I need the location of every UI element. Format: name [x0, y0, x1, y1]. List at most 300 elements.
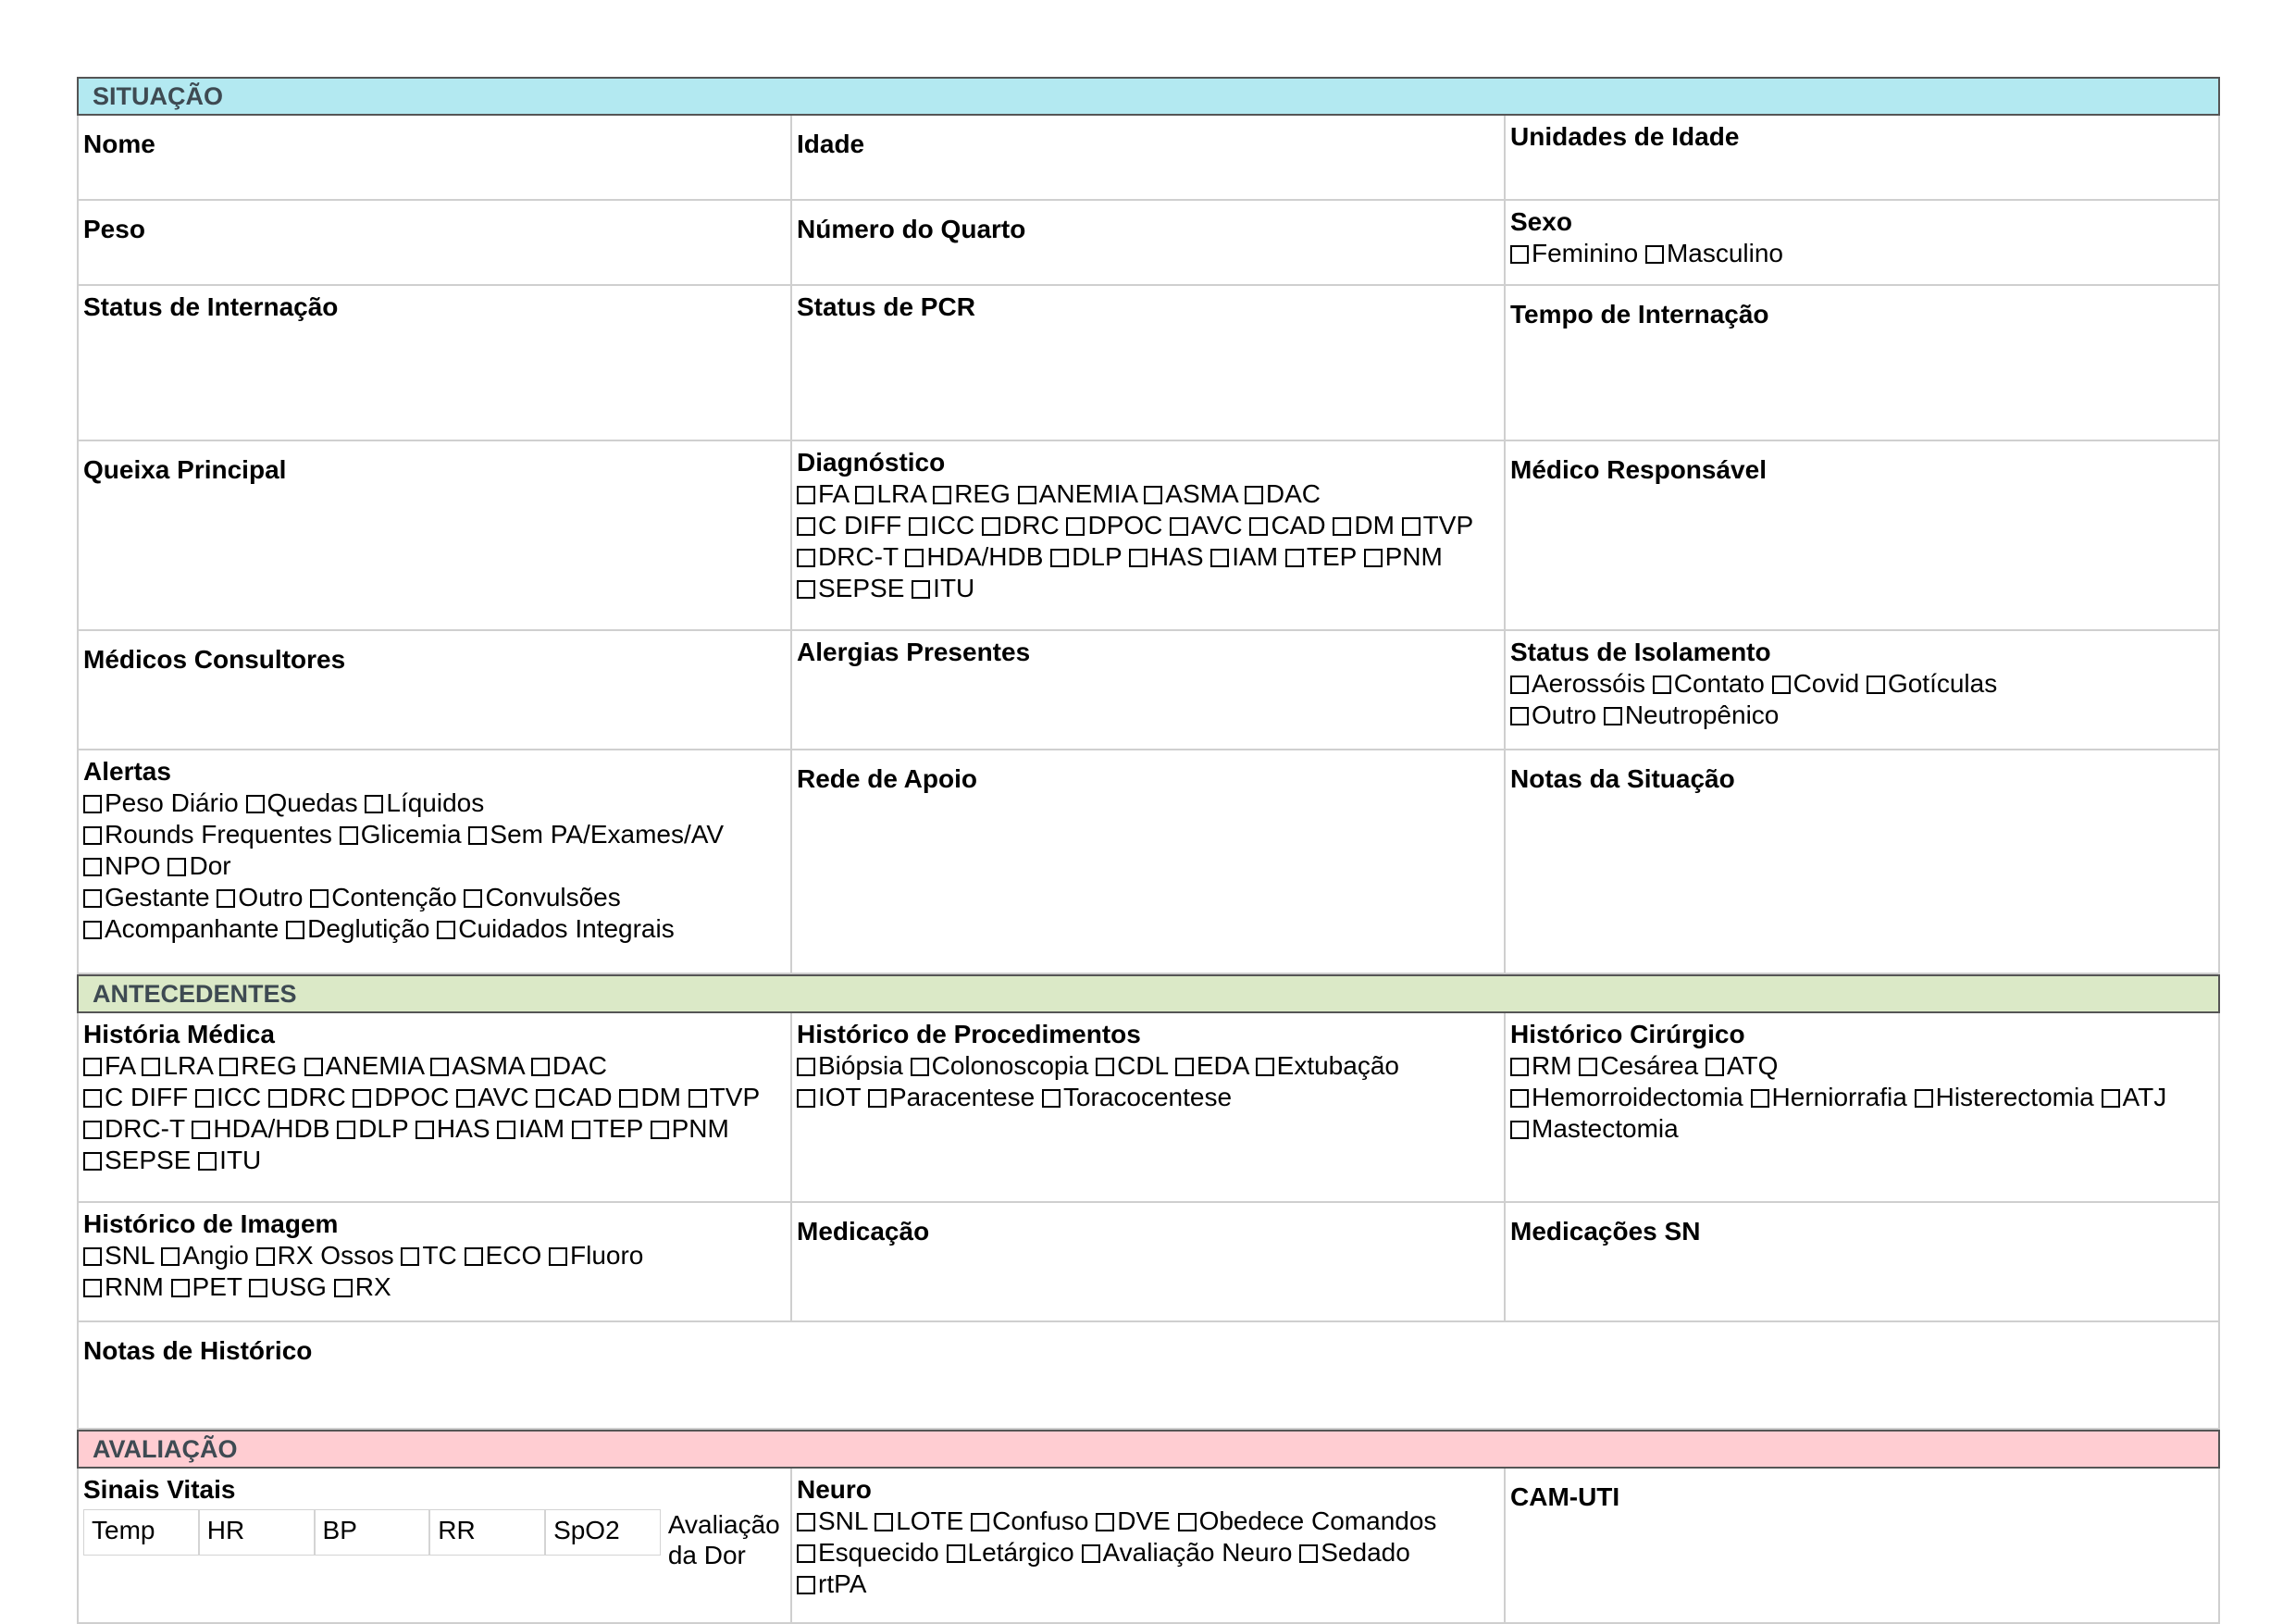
checkbox-group — [83, 1240, 785, 1303]
checkbox-label: Obedece Comandos — [1198, 1506, 1437, 1535]
checkbox-label: rtPA — [818, 1569, 867, 1598]
checkbox-icon[interactable] — [1082, 1544, 1100, 1563]
field-tempo-internacao[interactable] — [1506, 286, 2220, 441]
checkbox-icon[interactable] — [83, 889, 102, 908]
checkbox-icon[interactable] — [1510, 707, 1529, 725]
checkbox-icon[interactable] — [531, 1058, 550, 1076]
checkbox-icon[interactable] — [219, 1058, 238, 1076]
checkbox-icon[interactable] — [651, 1121, 669, 1139]
checkbox-option[interactable] — [192, 1114, 329, 1143]
checkbox-icon[interactable] — [1915, 1089, 1933, 1108]
checkbox-option[interactable] — [249, 1272, 327, 1301]
checkbox-option[interactable] — [1645, 239, 1783, 267]
checkbox-option[interactable] — [304, 1051, 424, 1080]
checkbox-option[interactable] — [217, 883, 303, 911]
checkbox-option[interactable] — [310, 883, 456, 911]
checkbox-option[interactable] — [1096, 1051, 1168, 1080]
checkbox-option[interactable] — [198, 1146, 261, 1174]
checkbox-icon[interactable] — [1772, 676, 1791, 694]
checkbox-icon[interactable] — [171, 1279, 190, 1297]
field-cam-uti[interactable] — [1506, 1469, 2220, 1624]
checkbox-icon[interactable] — [797, 549, 815, 567]
checkbox-label: SNL — [105, 1241, 155, 1270]
checkbox-icon[interactable] — [1178, 1513, 1197, 1531]
checkbox-option[interactable] — [1915, 1083, 2094, 1111]
checkbox-icon[interactable] — [1066, 517, 1085, 536]
checkbox-label: TC — [422, 1241, 457, 1270]
checkbox-option[interactable] — [161, 1241, 249, 1270]
checkbox-icon[interactable] — [797, 1089, 815, 1108]
checkbox-option[interactable] — [1402, 511, 1473, 539]
checkbox-option[interactable] — [1042, 1083, 1232, 1111]
checkbox-label: SEPSE — [818, 574, 905, 602]
checkbox-option[interactable] — [268, 1083, 346, 1111]
vital-bp[interactable]: BP — [315, 1509, 430, 1556]
checkbox-option[interactable] — [536, 1083, 612, 1111]
checkbox-label: CDL — [1117, 1051, 1169, 1080]
checkbox-option[interactable] — [855, 479, 925, 508]
checkbox-option[interactable] — [195, 1083, 261, 1111]
checkbox-option[interactable] — [83, 1051, 135, 1080]
checkbox-option[interactable] — [531, 1051, 607, 1080]
checkbox-label: Cuidados Integrais — [458, 914, 675, 943]
field-medicacoes-sn[interactable] — [1506, 1203, 2220, 1322]
checkbox-icon[interactable] — [549, 1247, 567, 1266]
checkbox-icon[interactable] — [83, 858, 102, 876]
checkbox-label: Feminino — [1532, 239, 1639, 267]
checkbox-icon[interactable] — [1645, 245, 1664, 264]
checkbox-icon[interactable] — [868, 1089, 887, 1108]
checkbox-icon[interactable] — [286, 921, 304, 939]
checkbox-option[interactable] — [337, 1114, 408, 1143]
checkbox-icon[interactable] — [83, 1279, 102, 1297]
field-rede-apoio[interactable] — [792, 750, 1506, 974]
checkbox-icon[interactable] — [497, 1121, 515, 1139]
checkbox-group — [797, 478, 1498, 604]
checkbox-icon[interactable] — [334, 1279, 353, 1297]
checkbox-option[interactable] — [572, 1114, 643, 1143]
checkbox-label: PNM — [1384, 542, 1443, 571]
checkbox-option[interactable] — [83, 883, 210, 911]
field-status-isolamento — [1506, 631, 2220, 750]
checkbox-option[interactable] — [909, 511, 974, 539]
field-status-pcr[interactable] — [792, 286, 1506, 441]
field-notas-historico[interactable] — [79, 1322, 2220, 1430]
checkbox-label: Sedado — [1321, 1538, 1410, 1567]
field-medico-responsavel[interactable] — [1506, 441, 2220, 631]
checkbox-option[interactable] — [1245, 479, 1321, 508]
checkbox-group — [797, 1506, 1498, 1600]
checkbox-option[interactable] — [456, 1083, 529, 1111]
checkbox-option[interactable] — [2102, 1083, 2167, 1111]
checkbox-option[interactable] — [83, 1272, 164, 1301]
vital-rr[interactable]: RR — [429, 1509, 545, 1556]
checkbox-icon[interactable] — [268, 1089, 287, 1108]
checkbox-icon[interactable] — [192, 1121, 210, 1139]
checkbox-option[interactable] — [868, 1083, 1035, 1111]
checkbox-icon[interactable] — [1096, 1513, 1114, 1531]
checkbox-option[interactable] — [1604, 700, 1780, 729]
vital-spo2[interactable]: SpO2 — [545, 1509, 661, 1556]
checkbox-icon[interactable] — [1129, 549, 1148, 567]
checkbox-option[interactable] — [1144, 479, 1237, 508]
checkbox-icon[interactable] — [1096, 1058, 1114, 1076]
checkbox-icon[interactable] — [797, 517, 815, 536]
checkbox-icon[interactable] — [310, 889, 329, 908]
antecedentes-row — [77, 1203, 2220, 1322]
field-medicos-consultores[interactable] — [79, 631, 792, 750]
checkbox-label: Outro — [238, 883, 304, 911]
field-queixa-principal[interactable] — [79, 441, 792, 631]
checkbox-icon[interactable] — [353, 1089, 371, 1108]
checkbox-icon[interactable] — [249, 1279, 267, 1297]
checkbox-option[interactable] — [1333, 511, 1395, 539]
field-label: CAM-UTI — [1510, 1482, 1620, 1511]
checkbox-option[interactable] — [797, 1051, 903, 1080]
checkbox-label: LRA — [163, 1051, 213, 1080]
checkbox-icon[interactable] — [1510, 245, 1529, 264]
field-medicacao[interactable] — [792, 1203, 1506, 1322]
checkbox-icon[interactable] — [905, 549, 924, 567]
checkbox-label: IOT — [818, 1083, 862, 1111]
checkbox-label: Quedas — [267, 788, 358, 817]
checkbox-icon[interactable] — [797, 580, 815, 599]
checkbox-label: Acompanhante — [105, 914, 279, 943]
checkbox-icon[interactable] — [465, 1247, 483, 1266]
situacao-row — [77, 116, 2220, 201]
checkbox-label: NPO — [105, 851, 161, 880]
checkbox-option[interactable] — [83, 1114, 185, 1143]
checkbox-icon[interactable] — [1256, 1058, 1274, 1076]
checkbox-label: FA — [818, 479, 849, 508]
checkbox-option[interactable] — [619, 1083, 681, 1111]
checkbox-option[interactable] — [1256, 1051, 1399, 1080]
checkbox-option[interactable] — [416, 1114, 490, 1143]
checkbox-icon[interactable] — [304, 1058, 323, 1076]
checkbox-option[interactable] — [911, 1051, 1089, 1080]
checkbox-icon[interactable] — [1510, 676, 1529, 694]
checkbox-label: HDA/HDB — [926, 542, 1044, 571]
checkbox-icon[interactable] — [1299, 1544, 1318, 1563]
field-label: Peso — [83, 215, 145, 243]
checkbox-label: SEPSE — [105, 1146, 192, 1174]
checkbox-option[interactable] — [1050, 542, 1122, 571]
checkbox-option[interactable] — [83, 851, 161, 880]
checkbox-option[interactable] — [465, 1241, 542, 1270]
checkbox-icon[interactable] — [142, 1058, 160, 1076]
checkbox-icon[interactable] — [1018, 486, 1036, 504]
checkbox-icon[interactable] — [1245, 486, 1263, 504]
checkbox-icon[interactable] — [797, 486, 815, 504]
checkbox-icon[interactable] — [933, 486, 951, 504]
checkbox-option[interactable] — [797, 1569, 866, 1598]
checkbox-icon[interactable] — [365, 795, 383, 813]
checkbox-icon[interactable] — [1510, 1121, 1529, 1139]
checkbox-option[interactable] — [1579, 1051, 1698, 1080]
checkbox-icon[interactable] — [1042, 1089, 1061, 1108]
checkbox-option[interactable] — [83, 914, 279, 943]
checkbox-icon[interactable] — [797, 1058, 815, 1076]
checkbox-label: Avaliação Neuro — [1102, 1538, 1293, 1567]
checkbox-icon[interactable] — [1751, 1089, 1769, 1108]
checkbox-icon[interactable] — [83, 1121, 102, 1139]
checkbox-icon[interactable] — [797, 1544, 815, 1563]
checkbox-icon[interactable] — [430, 1058, 449, 1076]
checkbox-option[interactable] — [83, 788, 239, 817]
checkbox-option[interactable] — [971, 1506, 1088, 1535]
checkbox-icon[interactable] — [1144, 486, 1162, 504]
checkbox-icon[interactable] — [1402, 517, 1420, 536]
checkbox-option[interactable] — [1510, 1114, 1679, 1143]
checkbox-icon[interactable] — [797, 1513, 815, 1531]
checkbox-option[interactable] — [83, 1241, 154, 1270]
field-label: Notas de Histórico — [83, 1336, 313, 1365]
checkbox-option[interactable] — [1510, 1051, 1572, 1080]
checkbox-icon[interactable] — [911, 1058, 929, 1076]
checkbox-icon[interactable] — [1510, 1089, 1529, 1108]
checkbox-icon[interactable] — [2102, 1089, 2120, 1108]
checkbox-icon[interactable] — [464, 889, 482, 908]
checkbox-option[interactable] — [933, 479, 1011, 508]
checkbox-icon[interactable] — [1170, 517, 1188, 536]
checkbox-option[interactable] — [83, 1146, 191, 1174]
checkbox-icon[interactable] — [340, 826, 358, 845]
checkbox-icon[interactable] — [198, 1152, 217, 1171]
situacao-row — [77, 286, 2220, 441]
checkbox-option[interactable] — [797, 1083, 861, 1111]
checkbox-option[interactable] — [1249, 511, 1325, 539]
checkbox-option[interactable] — [437, 914, 674, 943]
checkbox-option[interactable] — [797, 1506, 867, 1535]
checkbox-option[interactable] — [1170, 511, 1243, 539]
checkbox-label: C DIFF — [105, 1083, 189, 1111]
checkbox-option[interactable] — [1066, 511, 1162, 539]
checkbox-option[interactable] — [1510, 239, 1638, 267]
checkbox-option[interactable] — [1706, 1051, 1778, 1080]
checkbox-label: ICC — [930, 511, 975, 539]
checkbox-label: DVE — [1117, 1506, 1171, 1535]
checkbox-icon[interactable] — [982, 517, 1000, 536]
checkbox-icon[interactable] — [83, 826, 102, 845]
checkbox-icon[interactable] — [246, 795, 265, 813]
checkbox-icon[interactable] — [909, 517, 927, 536]
checkbox-icon[interactable] — [912, 580, 930, 599]
checkbox-icon[interactable] — [536, 1089, 554, 1108]
checkbox-option[interactable] — [947, 1538, 1074, 1567]
checkbox-option[interactable] — [1772, 669, 1860, 698]
checkbox-option[interactable] — [1510, 700, 1596, 729]
checkbox-icon[interactable] — [401, 1247, 419, 1266]
checkbox-option[interactable] — [797, 511, 901, 539]
checkbox-option[interactable] — [905, 542, 1043, 571]
checkbox-icon[interactable] — [1364, 549, 1383, 567]
checkbox-option[interactable] — [797, 1538, 939, 1567]
checkbox-icon[interactable] — [971, 1513, 989, 1531]
checkbox-label: Toracocentese — [1062, 1083, 1233, 1111]
field-label: Rede de Apoio — [797, 764, 977, 793]
checkbox-icon[interactable] — [1050, 549, 1069, 567]
checkbox-group — [83, 1050, 785, 1176]
vital-temp[interactable]: Temp — [83, 1509, 199, 1556]
checkbox-label: Biópsia — [818, 1051, 903, 1080]
checkbox-label: Confuso — [992, 1506, 1089, 1535]
checkbox-label: Mastectomia — [1532, 1114, 1679, 1143]
checkbox-icon[interactable] — [1210, 549, 1229, 567]
checkbox-label: RNM — [105, 1272, 164, 1301]
checkbox-option[interactable] — [353, 1083, 449, 1111]
checkbox-option[interactable] — [1510, 669, 1645, 698]
checkbox-label: Convulsões — [485, 883, 621, 911]
checkbox-label: Letárgico — [967, 1538, 1074, 1567]
checkbox-label: TEP — [1306, 542, 1357, 571]
checkbox-option[interactable] — [797, 542, 899, 571]
checkbox-icon[interactable] — [1867, 676, 1885, 694]
checkbox-option[interactable] — [286, 914, 429, 943]
checkbox-label: Angio — [182, 1241, 249, 1270]
checkbox-icon[interactable] — [1706, 1058, 1724, 1076]
checkbox-icon[interactable] — [1333, 517, 1351, 536]
checkbox-icon[interactable] — [337, 1121, 355, 1139]
checkbox-option[interactable] — [1364, 542, 1443, 571]
checkbox-icon[interactable] — [1604, 707, 1622, 725]
checkbox-option[interactable] — [464, 883, 620, 911]
checkbox-label: IAM — [518, 1114, 565, 1143]
checkbox-icon[interactable] — [437, 921, 455, 939]
checkbox-option[interactable] — [83, 820, 332, 849]
vital-pain-assessment[interactable]: Avaliação da Dor — [667, 1510, 780, 1569]
checkbox-icon[interactable] — [688, 1089, 707, 1108]
checkbox-label: TEP — [592, 1114, 643, 1143]
checkbox-label: Covid — [1793, 669, 1860, 698]
field-label: Status de PCR — [797, 292, 975, 321]
checkbox-option[interactable] — [982, 511, 1060, 539]
field-peso[interactable] — [79, 201, 792, 286]
checkbox-icon[interactable] — [1249, 517, 1268, 536]
checkbox-label: DAC — [552, 1051, 607, 1080]
checkbox-label: Líquidos — [386, 788, 485, 817]
checkbox-option[interactable] — [651, 1114, 729, 1143]
checkbox-option[interactable] — [912, 574, 974, 602]
checkbox-label: LRA — [876, 479, 926, 508]
checkbox-option[interactable] — [1129, 542, 1204, 571]
checkbox-option[interactable] — [1018, 479, 1137, 508]
checkbox-icon[interactable] — [468, 826, 487, 845]
field-label: Número do Quarto — [797, 215, 1026, 243]
checkbox-icon[interactable] — [797, 1576, 815, 1594]
checkbox-icon[interactable] — [83, 1089, 102, 1108]
field-alergias[interactable] — [792, 631, 1506, 750]
checkbox-option[interactable] — [1096, 1506, 1171, 1535]
field-label: Notas da Situação — [1510, 764, 1735, 793]
checkbox-icon[interactable] — [619, 1089, 638, 1108]
checkbox-icon[interactable] — [83, 1247, 102, 1266]
checkbox-option[interactable] — [1653, 669, 1765, 698]
checkbox-option[interactable] — [401, 1241, 456, 1270]
checkbox-option[interactable] — [334, 1272, 391, 1301]
checkbox-option[interactable] — [171, 1272, 242, 1301]
checkbox-icon[interactable] — [947, 1544, 965, 1563]
checkbox-icon[interactable] — [1175, 1058, 1194, 1076]
field-notas-situacao[interactable] — [1506, 750, 2220, 974]
checkbox-icon[interactable] — [1653, 676, 1671, 694]
field-unidades-idade[interactable] — [1506, 116, 2220, 201]
checkbox-icon[interactable] — [1510, 1058, 1529, 1076]
checkbox-icon[interactable] — [456, 1089, 475, 1108]
checkbox-option[interactable] — [1510, 1083, 1743, 1111]
checkbox-option[interactable] — [256, 1241, 394, 1270]
vital-hr[interactable]: HR — [199, 1509, 315, 1556]
field-label: Status de Isolamento — [1510, 638, 1771, 666]
field-label: Unidades de Idade — [1510, 122, 1740, 151]
checkbox-option[interactable] — [1175, 1051, 1248, 1080]
field-label: Alergias Presentes — [797, 638, 1031, 666]
checkbox-icon[interactable] — [83, 795, 102, 813]
checkbox-group — [83, 787, 785, 945]
checkbox-option[interactable] — [1082, 1538, 1293, 1567]
checkbox-option[interactable] — [219, 1051, 297, 1080]
checkbox-icon[interactable] — [1285, 549, 1304, 567]
checkbox-option[interactable] — [1178, 1506, 1437, 1535]
checkbox-icon[interactable] — [167, 858, 186, 876]
checkbox-label: AVC — [1191, 511, 1243, 539]
checkbox-option[interactable] — [246, 788, 358, 817]
checkbox-option[interactable] — [688, 1083, 760, 1111]
checkbox-icon[interactable] — [855, 486, 874, 504]
field-idade[interactable] — [792, 116, 1506, 201]
checkbox-icon[interactable] — [572, 1121, 590, 1139]
checkbox-option[interactable] — [365, 788, 484, 817]
checkbox-option[interactable] — [1867, 669, 1997, 698]
checkbox-option[interactable] — [1299, 1538, 1410, 1567]
checkbox-option[interactable] — [549, 1241, 643, 1270]
checkbox-option[interactable] — [142, 1051, 212, 1080]
field-historico-procedimentos — [792, 1013, 1506, 1203]
checkbox-icon[interactable] — [217, 889, 235, 908]
checkbox-option[interactable] — [468, 820, 724, 849]
checkbox-icon[interactable] — [161, 1247, 180, 1266]
field-nome[interactable] — [79, 116, 792, 201]
checkbox-option[interactable] — [1285, 542, 1357, 571]
checkbox-option[interactable] — [340, 820, 462, 849]
checkbox-icon[interactable] — [195, 1089, 214, 1108]
checkbox-label: ITU — [219, 1146, 262, 1174]
checkbox-icon[interactable] — [1579, 1058, 1597, 1076]
checkbox-option[interactable] — [875, 1506, 963, 1535]
checkbox-label: DAC — [1265, 479, 1321, 508]
checkbox-icon[interactable] — [83, 1058, 102, 1076]
field-numero-quarto[interactable] — [792, 201, 1506, 286]
checkbox-option[interactable] — [497, 1114, 564, 1143]
checkbox-option[interactable] — [167, 851, 230, 880]
checkbox-option[interactable] — [797, 574, 904, 602]
checkbox-label: DRC-T — [105, 1114, 185, 1143]
checkbox-icon[interactable] — [83, 1152, 102, 1171]
checkbox-option[interactable] — [1210, 542, 1278, 571]
field-label: Sinais Vitais — [83, 1475, 236, 1504]
checkbox-label: ANEMIA — [1038, 479, 1137, 508]
checkbox-label: EDA — [1196, 1051, 1248, 1080]
field-status-internacao[interactable] — [79, 286, 792, 441]
checkbox-option[interactable] — [430, 1051, 524, 1080]
checkbox-icon[interactable] — [875, 1513, 893, 1531]
checkbox-icon[interactable] — [83, 921, 102, 939]
checkbox-option[interactable] — [1751, 1083, 1907, 1111]
checkbox-option[interactable] — [83, 1083, 188, 1111]
antecedentes-row — [77, 1322, 2220, 1430]
checkbox-option[interactable] — [797, 479, 849, 508]
checkbox-icon[interactable] — [416, 1121, 434, 1139]
checkbox-icon[interactable] — [256, 1247, 275, 1266]
